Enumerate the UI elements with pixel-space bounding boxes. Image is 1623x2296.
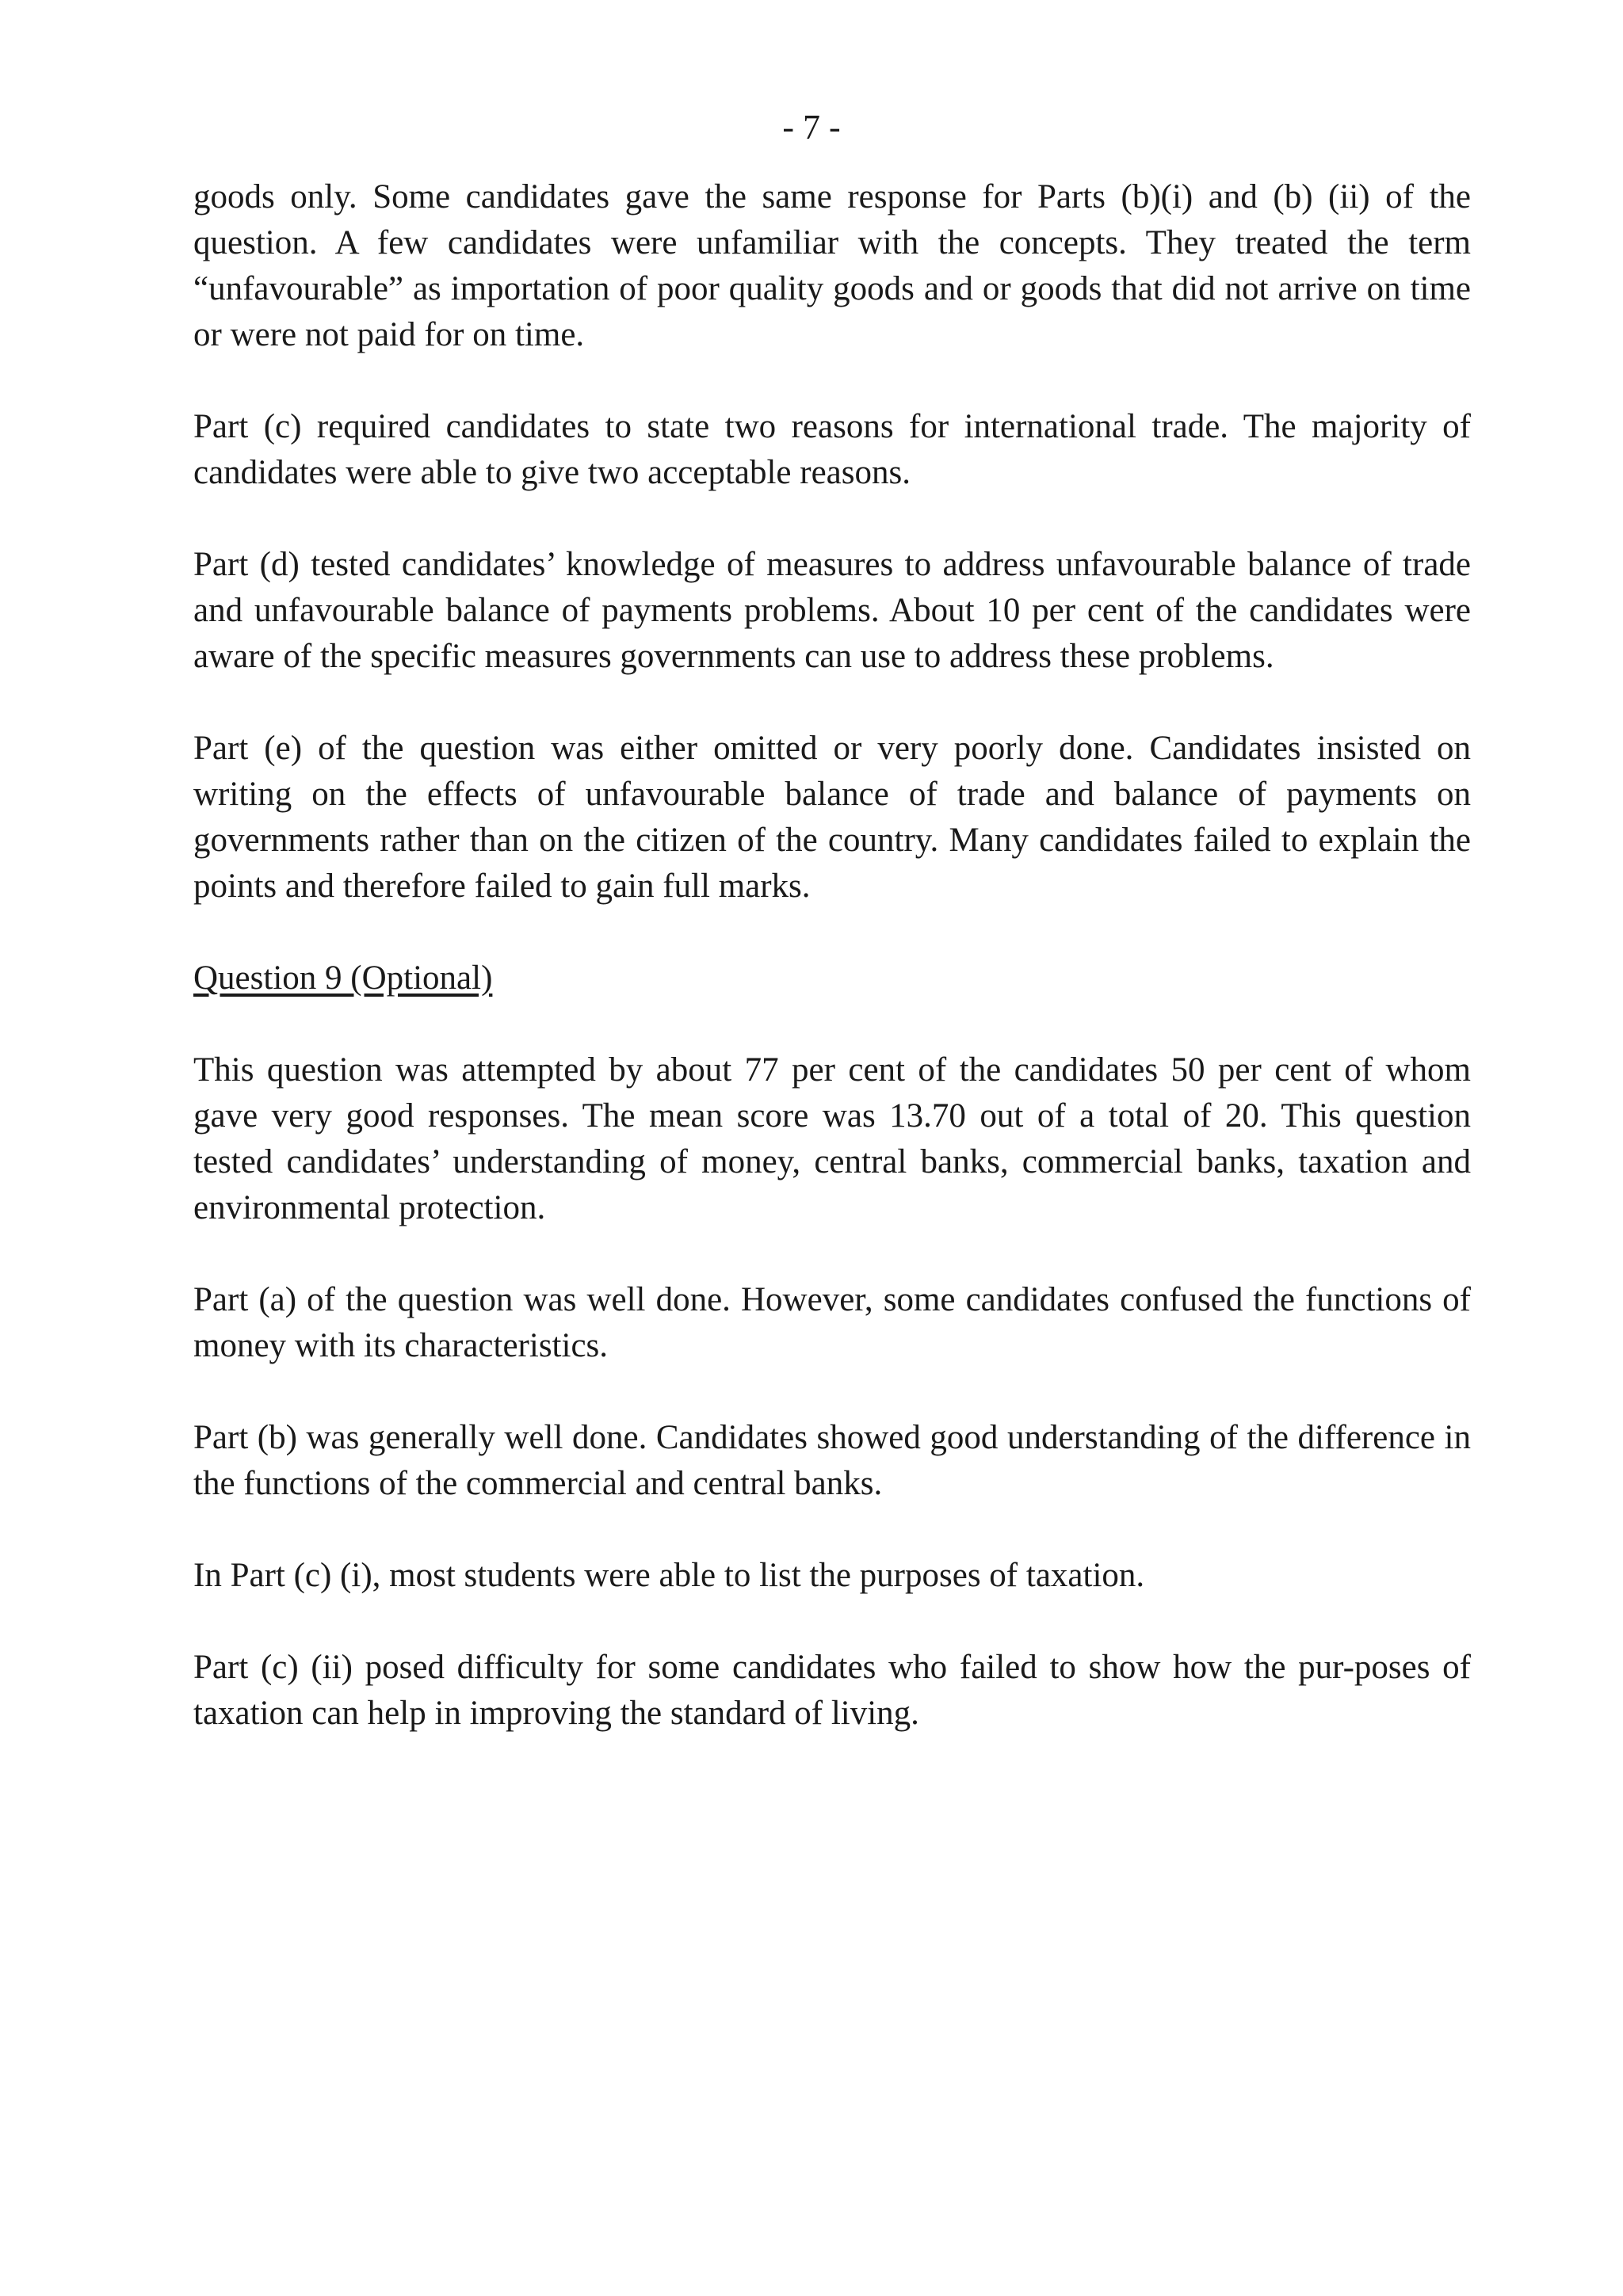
paragraph-q9-overview: This question was attempted by about 77 per cent of the candidates 50 per cent of whom gave very good responses. The mean score was 13.70 out of a total of 20. This question tested candidates’ understanding of money, central banks, commercial banks, taxation and environmental protection. — [193, 1051, 1471, 1226]
paragraph-q9-part-c-i: In Part (c) (i), most students were able to list the purposes of taxation. — [193, 1557, 1145, 1594]
paragraph-q9-part-a: Part (a) of the question was well done. However, some candidates confused the functions of money with its characteristics. — [193, 1281, 1471, 1364]
paragraph-part-c: Part (c) required candidates to state two reasons for international trade. The majority of candidates were able to give two acceptable reasons. — [193, 408, 1471, 491]
page-number: - 7 - — [782, 108, 841, 147]
paragraph-continuation: goods only. Some candidates gave the same response for Parts (b)(i) and (b) (ii) of the question. A few candidates were unfamiliar with the concepts. They treated the term “unfavourable” as importation of poor quality goods and or goods that did not arrive on time or were not paid for on time. — [193, 178, 1471, 353]
section-heading-question-9: Question 9 (Optional) — [193, 959, 493, 997]
paragraph-part-e: Part (e) of the question was either omitted or very poorly done. Candidates insisted on writing on the effects of unfavourable balance of trade and balance of payments on governments rather than on the citizen of the country. Many candidates failed to explain the points and therefore failed to gain full marks. — [193, 730, 1471, 905]
document-body — [193, 174, 1471, 1783]
paragraph-q9-part-c-ii: Part (c) (ii) posed difficulty for some candidates who failed to show how the pur-poses of taxation can help in improving the standard of living. — [193, 1649, 1471, 1732]
paragraph-part-d: Part (d) tested candidates’ knowledge of measures to address unfavourable balance of trade and unfavourable balance of payments problems. About 10 per cent of the candidates were aware of the specific measures governments can use to address these problems. — [193, 546, 1471, 675]
paragraph-q9-part-b: Part (b) was generally well done. Candidates showed good understanding of the difference in the functions of the commercial and central banks. — [193, 1419, 1471, 1502]
